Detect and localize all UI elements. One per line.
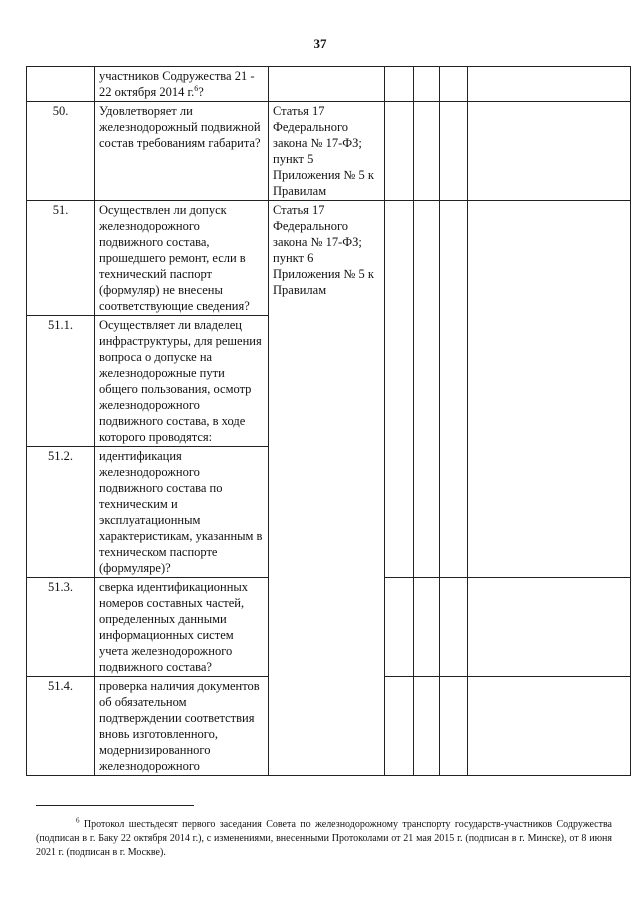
answer-yes-cell[interactable]: [385, 677, 414, 776]
row-question: проверка наличия документов об обязательном подтверждении соответствия вновь изготовленного, модернизированного железнодорожного: [95, 677, 269, 776]
row-question: Осуществляет ли владелец инфраструктуры, для решения вопроса о допуске на железнодорожные пути общего пользования, осмотр железнодорожного подвижного состава, в ходе которого проводятся:: [95, 316, 269, 447]
row-number: 51.1.: [27, 316, 95, 447]
row-reference: Статья 17 Федерального закона № 17-ФЗ; пункт 6 Приложения № 5 к Правилам: [269, 201, 385, 776]
table-row-continuation: [27, 67, 631, 102]
answer-na-cell[interactable]: [440, 578, 468, 677]
row-number: 50.: [27, 102, 95, 201]
answer-yes-cell[interactable]: [385, 578, 414, 677]
row-number: 51.: [27, 201, 95, 316]
note-cell[interactable]: [468, 578, 631, 677]
note-cell[interactable]: [468, 201, 631, 578]
row-number: [27, 67, 95, 102]
row-number: 51.4.: [27, 677, 95, 776]
row-question: [95, 67, 269, 102]
answer-na-cell[interactable]: [440, 677, 468, 776]
footnote-ref: 6: [194, 83, 199, 93]
row-question: идентификация железнодорожного подвижного состава по техническим и эксплуатационным характеристикам, указанным в техническом паспорте (формуляре)?: [95, 447, 269, 578]
row-question-text: участников Содружества 21 - 22 октября 2014 г.: [99, 69, 255, 99]
footnote-divider: [36, 805, 194, 806]
row-question: Удовлетворяет ли железнодорожный подвижной состав требованиям габарита?: [95, 102, 269, 201]
footnote-marker: 6: [76, 816, 80, 825]
answer-no-cell[interactable]: [414, 677, 440, 776]
answer-no-cell[interactable]: [414, 67, 440, 102]
note-cell[interactable]: [468, 67, 631, 102]
table-row-51: [27, 201, 631, 316]
footnote-text: Протокол шестьдесят первого заседания Совета по железнодорожному транспорту государств-участников Содружества (подписан в г. Баку 22 октября 2014 г.), с изменениями, внесенными Протоколами от 21 мая 2015 г. (подписан в г. Минске), от 8 июня 2021 г. (подписан в г. Москве).: [36, 819, 612, 858]
row-question: Осуществлен ли допуск железнодорожного подвижного состава, прошедшего ремонт, если в технический паспорт (формуляр) не внесены соответствующие сведения?: [95, 201, 269, 316]
note-cell[interactable]: [468, 102, 631, 201]
answer-na-cell[interactable]: [440, 102, 468, 201]
row-number: 51.3.: [27, 578, 95, 677]
answer-na-cell[interactable]: [440, 201, 468, 578]
answer-yes-cell[interactable]: [385, 201, 414, 578]
answer-no-cell[interactable]: [414, 201, 440, 578]
row-reference: [269, 67, 385, 102]
answer-yes-cell[interactable]: [385, 102, 414, 201]
table-row-50: [27, 102, 631, 201]
answer-na-cell[interactable]: [440, 67, 468, 102]
row-number: 51.2.: [27, 447, 95, 578]
checklist-table: [26, 66, 631, 776]
page-number: 37: [313, 36, 327, 51]
answer-no-cell[interactable]: [414, 578, 440, 677]
answer-no-cell[interactable]: [414, 102, 440, 201]
answer-yes-cell[interactable]: [385, 67, 414, 102]
row-reference: Статья 17 Федерального закона № 17-ФЗ; пункт 5 Приложения № 5 к Правилам: [269, 102, 385, 201]
row-question-end: ?: [198, 85, 204, 99]
footnote: [36, 818, 612, 860]
row-question: сверка идентификационных номеров составных частей, определенных данными информационных систем учета железнодорожного подвижного состава?: [95, 578, 269, 677]
note-cell[interactable]: [468, 677, 631, 776]
